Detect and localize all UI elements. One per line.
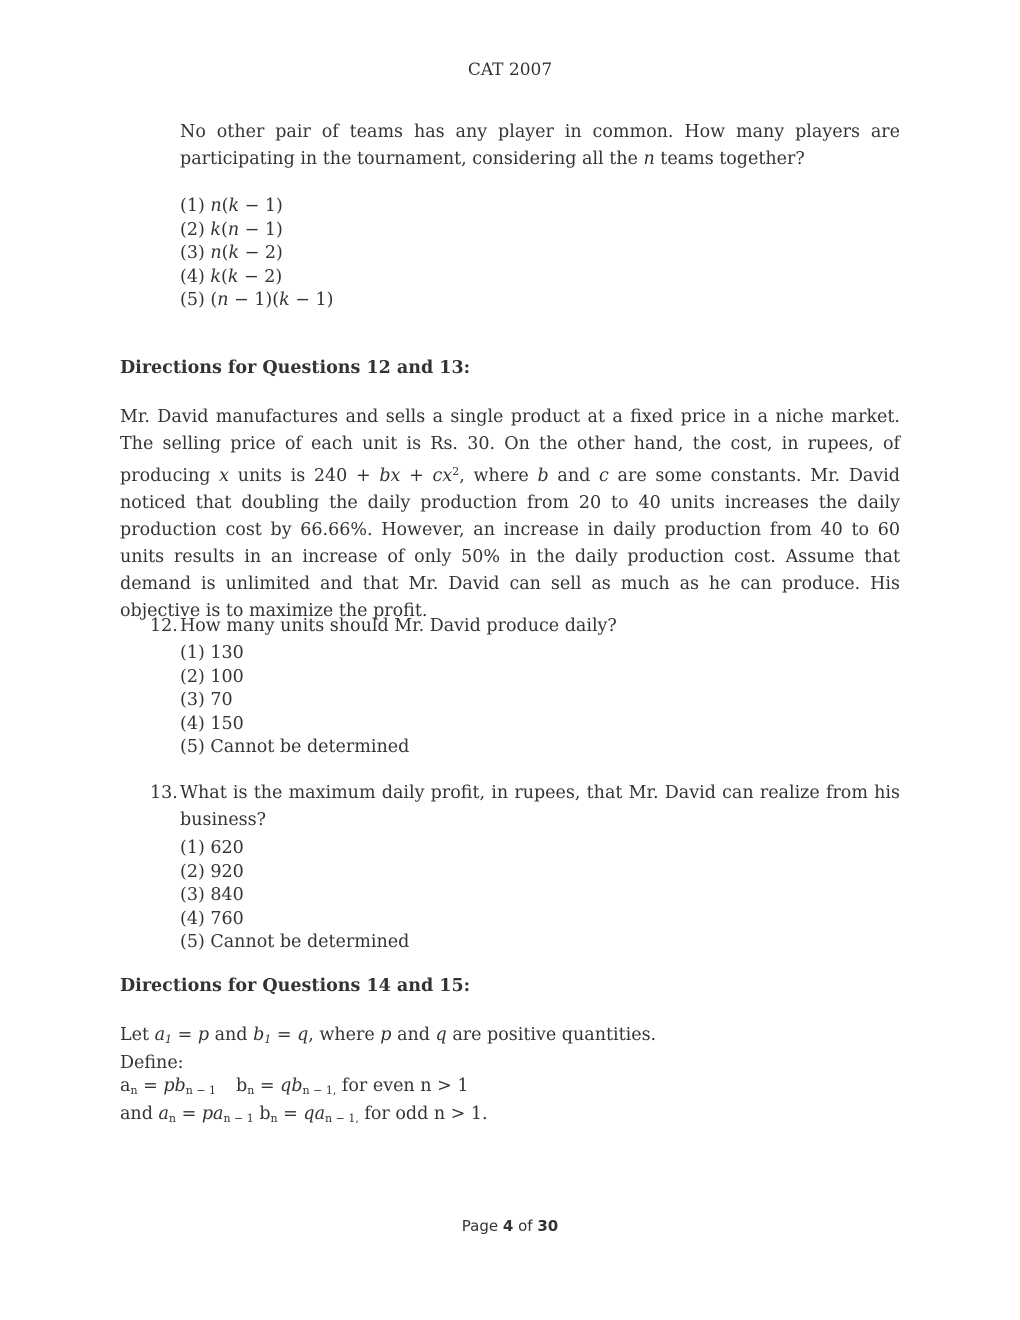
q13-number: 13. <box>150 783 178 803</box>
q11-option-2: (2) k(n − 1) <box>180 219 283 240</box>
q11-option-5: (5) (n − 1)(k − 1) <box>180 290 334 310</box>
q12-text: How many units should Mr. David produce daily? <box>180 616 617 636</box>
q13-option-1: (1) 620 <box>180 838 244 858</box>
page-total: 30 <box>537 1217 559 1235</box>
page-number: 4 <box>502 1217 514 1235</box>
q11-option-1: (1) n(k − 1) <box>180 196 283 216</box>
q13-option-5: (5) Cannot be determined <box>180 932 410 952</box>
q11-continuation-text: No other pair of teams has any player in common. How many players are participating in the tournament, considering all the n teams together? <box>180 122 900 169</box>
q12-option-4: (4) 150 <box>180 713 244 734</box>
q12-number: 12. <box>150 616 178 636</box>
q13-option-2: (2) 920 <box>180 861 244 882</box>
directions-12-13-heading: Directions for Questions 12 and 13: <box>120 358 471 378</box>
page-footer: Page 4 of 30 <box>461 1217 559 1235</box>
q13-text: What is the maximum daily profit, in rupees, that Mr. David can realize from his business? <box>180 783 900 830</box>
q11-option-4: (4) k(k − 2) <box>180 266 283 287</box>
q13-option-3: (3) 840 <box>180 885 244 905</box>
q11-option-3: (3) n(k − 2) <box>180 243 283 263</box>
q12-options <box>180 642 409 760</box>
q12-option-3: (3) 70 <box>180 690 233 710</box>
q13-options <box>180 837 409 955</box>
directions-14-15-definitions <box>120 1024 656 1130</box>
definition-line-3: $a_n = pb_{n - 1}$ $b_n = qb_{n - 1,}$ for even n > 1 <box>120 1076 469 1097</box>
directions-12-13-passage: Mr. David manufactures and sells a single product at a fixed price in a niche market. The selling price of each unit is Rs. 30. On the other hand, the cost, in rupees, of producing x units is 240 + bx + $cx^2$, where b and c are some constants. Mr. David noticed that doubling the daily production from 20 to 40 units increases the daily production cost by 66.66%. However, an increase in daily production from 40 to 60 units results in an increase of only 50% in the daily production cost. Assume that demand is unlimited and that Mr. David can sell as much as he can produce. His objective is to maximize the profit. <box>120 407 900 621</box>
q11-options <box>180 195 333 313</box>
page-header-title: CAT 2007 <box>467 60 553 80</box>
definition-line-2: Define: <box>120 1052 184 1073</box>
q13-option-4: (4) 760 <box>180 908 244 929</box>
q12-option-1: (1) 130 <box>180 643 244 663</box>
directions-14-15-heading: Directions for Questions 14 and 15: <box>120 976 471 996</box>
definition-line-4: and $a_n = pa_{n - 1}$ $b_n = qa_{n - 1,}$ for odd n > 1. <box>120 1103 488 1125</box>
definition-line-1: Let $a_1 = p$ and $b_1 = q$, where p and q are positive quantities. <box>120 1025 657 1046</box>
q12-option-2: (2) 100 <box>180 666 244 687</box>
q12-option-5: (5) Cannot be determined <box>180 737 410 757</box>
